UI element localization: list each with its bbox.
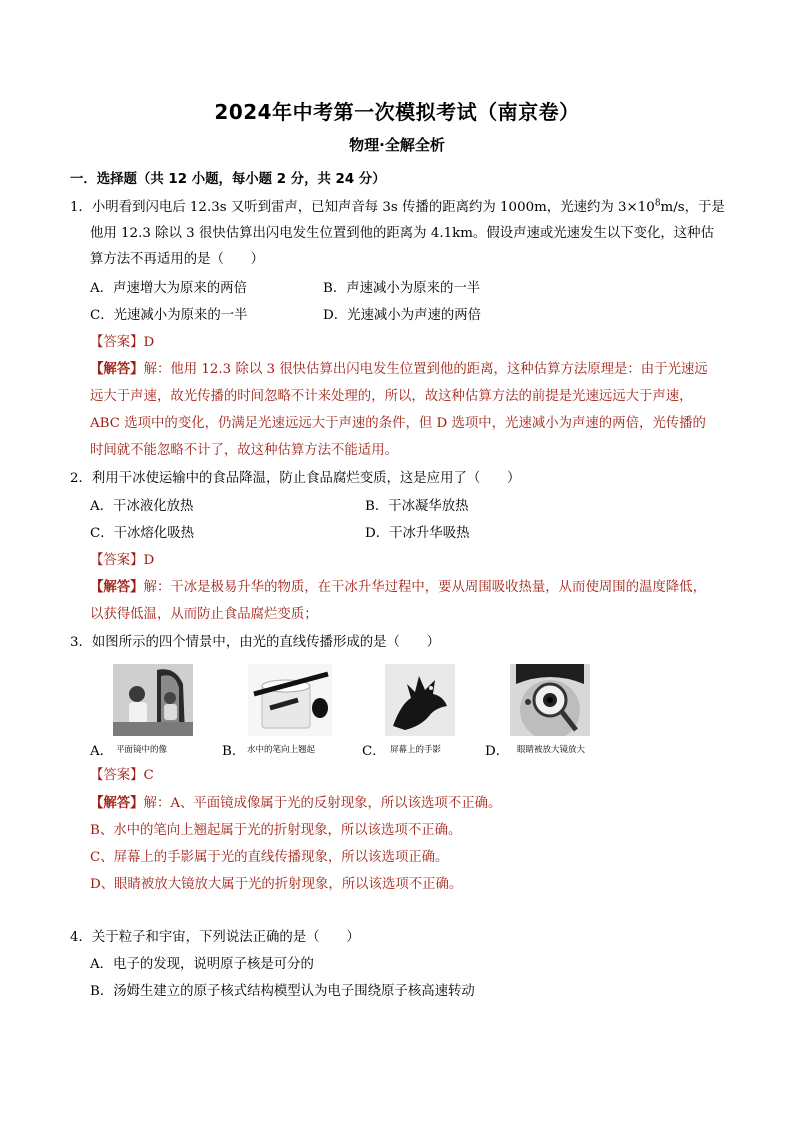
q3-pic-c-caption: 屏幕上的手影 — [390, 745, 442, 755]
q2-option-d: D．干冰升华吸热 — [365, 526, 470, 541]
q1-option-d: D．光速减小为声速的两倍 — [323, 308, 482, 323]
q3-explanation-line1 — [90, 795, 501, 813]
q4-option-a: A．电子的发现，说明原子核是可分的 — [90, 957, 314, 972]
q2-answer: 【答案】D — [90, 553, 155, 568]
q2-explanation-tag: 【解答】 — [90, 580, 144, 595]
q2-option-b: B．干冰凝华放热 — [365, 499, 469, 514]
q1-stem-line3: 算方法不再适用的是（ ） — [90, 252, 265, 267]
q2-option-a: A．干冰液化放热 — [90, 499, 194, 514]
q1-option-c: C．光速减小为原来的一半 — [90, 308, 248, 323]
q2-stem: 2．利用干冰使运输中的食品降温，防止食品腐烂变质，这是应用了（ ） — [70, 471, 521, 486]
q3-pic-b-letter: B． — [222, 744, 246, 759]
picture-mirror-image — [113, 664, 193, 736]
q2-explanation-line2: 以获得低温，从而防止食品腐烂变质； — [90, 607, 318, 622]
q3-pic-b-caption: 水中的笔向上翘起 — [247, 745, 316, 755]
q1-explanation-line1 — [90, 361, 708, 379]
q3-stem: 3．如图所示的四个情景中，由光的直线传播形成的是（ ） — [70, 635, 441, 650]
q3-pic-d-letter: D． — [485, 744, 510, 759]
q1-stem-line2: 他用 12.3 除以 3 很快估算出闪电发生位置到他的距离为 4.1km。假设声速或光速发生以下变化，这种估 — [90, 226, 714, 241]
q3-pic-a-caption: 平面镜中的像 — [116, 745, 168, 755]
q1-explanation-text1: 解：他用 12.3 除以 3 很快估算出闪电发生位置到他的距离，这种估算方法原理是：由于光速远 — [143, 362, 708, 377]
q3-explanation-text1: 解：A、平面镜成像属于光的反射现象，所以该选项不正确。 — [143, 796, 502, 811]
mirror-illustration — [113, 664, 193, 736]
q1-stem-line1 — [70, 199, 725, 217]
picture-hand-shadow — [385, 664, 455, 736]
magnifier-illustration — [510, 664, 590, 736]
q3-explanation-line3: C、屏幕上的手影属于光的直线传播现象，所以该选项正确。 — [90, 850, 449, 865]
q1-option-a: A．声速增大为原来的两倍 — [90, 281, 247, 296]
q3-explanation-line4: D、眼睛被放大镜放大属于光的折射现象，所以该选项不正确。 — [90, 877, 463, 892]
q1-exponent: 8 — [654, 198, 661, 209]
picture-pencil-in-water — [248, 664, 332, 736]
q3-explanation-line2: B、水中的笔向上翘起属于光的折射现象，所以该选项不正确。 — [90, 823, 462, 838]
q1-explanation-line2: 远大于声速，故光传播的时间忽略不计来处理的，所以，故这种估算方法的前提是光速远远大于声速， — [90, 389, 693, 404]
section-heading: 一．选择题（共 12 小题，每小题 2 分，共 24 分） — [70, 172, 386, 187]
q2-explanation-line1 — [90, 579, 706, 597]
q1-explanation-line3: ABC 选项中的变化，仍满足光速远远大于声速的条件，但 D 选项中，光速减小为声速的两倍，光传播的 — [90, 416, 706, 431]
q3-pic-d-caption: 眼睛被放大镜放大 — [517, 745, 586, 755]
q4-option-b: B．汤姆生建立的原子核式结构模型认为电子围绕原子核高速转动 — [90, 984, 475, 999]
picture-magnifier — [510, 664, 590, 736]
page-title: 2024年中考第一次模拟考试（南京卷） — [214, 100, 580, 124]
page-subtitle: 物理·全解全析 — [349, 136, 445, 154]
q1-explanation-line4: 时间就不能忽略不计了，故这种估算方法不能适用。 — [90, 443, 398, 458]
pencil-in-water-illustration — [248, 664, 332, 736]
q3-explanation-tag: 【解答】 — [90, 796, 144, 811]
q3-pic-a-letter: A． — [90, 744, 114, 759]
q4-stem: 4．关于粒子和宇宙，下列说法正确的是（ ） — [70, 930, 360, 945]
hand-shadow-illustration — [385, 664, 455, 736]
q1-answer: 【答案】D — [90, 335, 155, 350]
q1-stem-line1-b: m/s，于是 — [660, 200, 725, 215]
q1-stem-line1-a: 1．小明看到闪电后 12.3s 又听到雷声，已知声音每 3s 传播的距离约为 1000m，光速约为 3×10 — [70, 200, 655, 215]
q1-explanation-tag: 【解答】 — [90, 362, 144, 377]
q2-explanation-text1: 解：干冰是极易升华的物质，在干冰升华过程中，要从周围吸收热量，从而使周围的温度降低， — [143, 580, 706, 595]
q1-option-b: B．声速减小为原来的一半 — [323, 281, 481, 296]
q3-pic-c-letter: C． — [362, 744, 386, 759]
q3-answer: 【答案】C — [90, 768, 154, 783]
q2-option-c: C．干冰熔化吸热 — [90, 526, 194, 541]
